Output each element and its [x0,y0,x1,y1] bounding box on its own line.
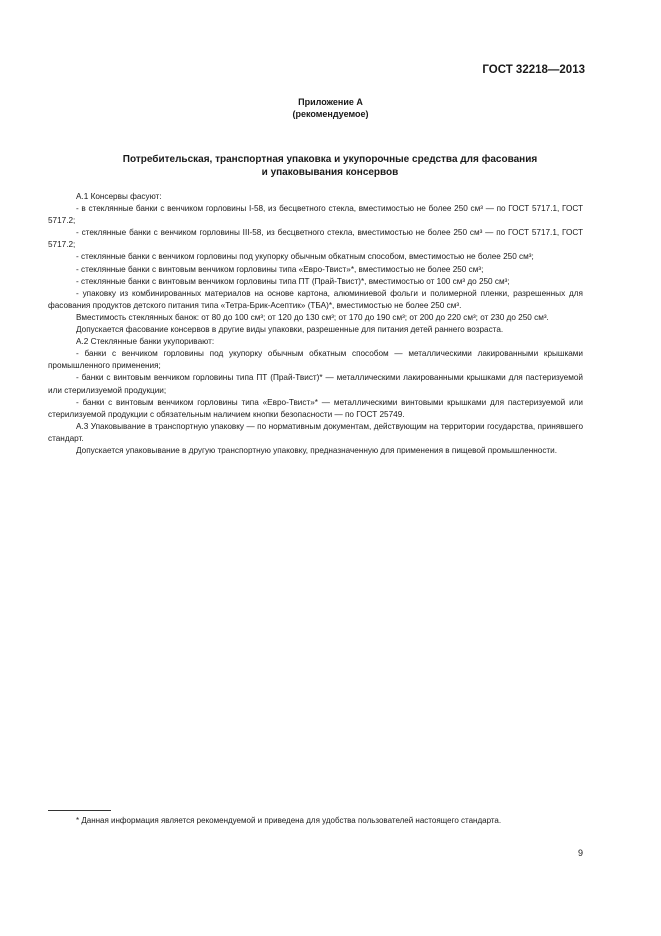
body-text [48,191,583,457]
appendix-status: (рекомендуемое) [292,109,369,119]
footnote [48,815,583,828]
paragraph: Допускается упаковывание в другую транспортную упаковку, предназначенную для применения в пищевой промышленности. [76,445,558,455]
appendix-heading [0,96,661,120]
appendix-label: Приложение А [298,97,363,107]
list-item: - стеклянные банки с винтовым венчиком горловины типа ПТ (Прай-Твист)*, вместимостью от 100 см³ до 250 см³; [76,276,510,286]
paragraph: Допускается фасование консервов в другие виды упаковки, разрешенные для питания детей раннего возраста. [76,325,504,335]
list-item: - стеклянные банки с венчиком горловины под укупорку обычным обкатным способом, вместимостью не более 250 см³; [76,252,534,262]
list-item: - банки с венчиком горловины под укупорку обычным обкатным способом — металлическими лакированными крышками промышленного применения; [48,349,583,371]
appendix-title [60,153,600,179]
paragraph: Вместимость стеклянных банок: от 80 до 100 см³; от 120 до 130 см³; от 170 до 190 см³; от 200 до 220 см³; от 230 до 250 см³. [76,312,549,322]
page-number: 9 [577,848,583,858]
section-a2-heading: А.2 Стеклянные банки укупоривают: [76,337,215,347]
list-item: - упаковку из комбинированных материалов на основе картона, алюминиевой фольги и полимерной пленки, разрешенных для фасования продуктов детского питания типа «Тетра-Брик-Асептик» (ТБА)*, вместимостью не более 250 см³. [48,288,583,310]
footnote-text: * Данная информация является рекомендуемой и приведена для удобства пользователей настоящего стандарта. [76,816,502,825]
list-item: - банки с винтовым венчиком горловины типа «Евро-Твист»* — металлическими винтовыми крышками для пастеризуемой или стерилизуемой продукции с обязательным наличием кнопки безопасности — по ГОСТ 25749. [48,397,583,419]
section-a1-heading: А.1 Консервы фасуют: [76,192,162,201]
list-item: - банки с винтовым венчиком горловины типа ПТ (Прай-Твист)* — металлическими лакированными крышками для пастеризуемой или стерилизуемой продукции; [48,373,583,395]
list-item: - стеклянные банки с винтовым венчиком горловины типа «Евро-Твист»*, вместимостью не более 250 см³; [76,264,484,274]
title-line-1: Потребительская, транспортная упаковка и укупорочные средства для фасования [122,154,538,165]
list-item: - стеклянные банки с венчиком горловины III-58, из бесцветного стекла, вместимостью не более 250 см³ — по ГОСТ 5717.1, ГОСТ 5717.2; [48,228,583,250]
footnote-divider [48,810,111,811]
list-item: - в стеклянные банки с венчиком горловины I-58, из бесцветного стекла, вместимостью не более 250 см³ — по ГОСТ 5717.1, ГОСТ 5717.2; [48,204,583,226]
standard-code: ГОСТ 32218—2013 [482,64,585,76]
section-a3-paragraph: А.3 Упаковывание в транспортную упаковку — по нормативным документам, действующим на территории государства, принявшего стандарт. [48,421,583,443]
title-line-2: и упаковывания консервов [261,167,399,178]
